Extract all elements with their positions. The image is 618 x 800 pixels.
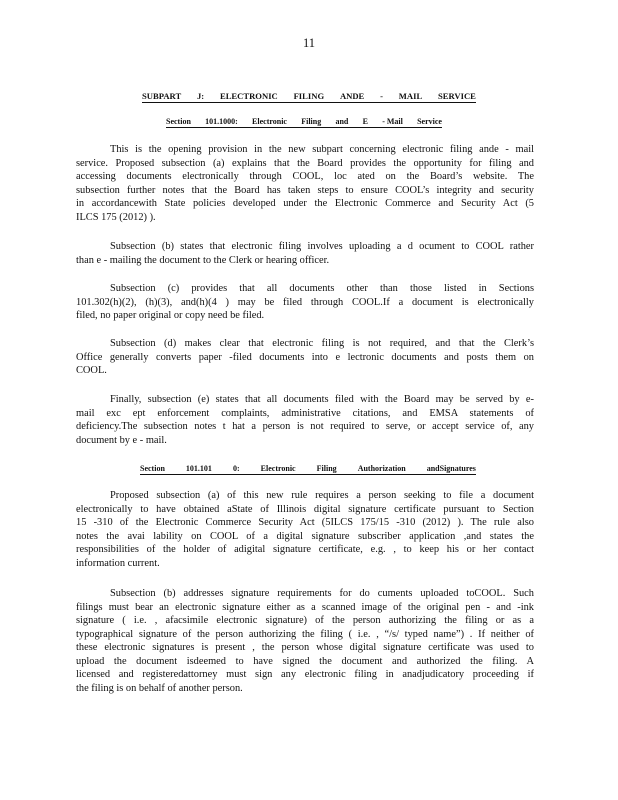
text-line: Subsection (d) makes clear that electronic filing is not required, and that the Clerk’s bbox=[110, 338, 534, 349]
paragraph bbox=[76, 489, 534, 570]
section-heading-word: Authorization bbox=[357, 464, 406, 473]
text-line: electronically to have obtained aState of Illinois digital signature certificate pursuant to Section bbox=[76, 503, 534, 515]
section-heading-word: Service bbox=[417, 117, 442, 126]
text-line: mail exc ept enforcement complaints, administrative citations, and EMSA statements of bbox=[76, 407, 534, 419]
paragraph bbox=[76, 587, 534, 695]
text-line: than e - mailing the document to the Clerk or hearing officer. bbox=[76, 254, 330, 266]
section-heading-word: 101.101 bbox=[185, 464, 212, 473]
page-number: 11 bbox=[302, 36, 316, 50]
text-line: subsection further notes that the Board has taken steps to ensure COOL’s integrity and security bbox=[76, 184, 534, 196]
section-1000-heading bbox=[166, 117, 442, 128]
section-heading-word: - Mail bbox=[382, 117, 403, 126]
section-heading-word: andSignatures bbox=[426, 464, 476, 473]
subpart-heading-word: - bbox=[380, 91, 383, 101]
text-line: accessing documents electronically through COOL, loc ated on the Board’s website. The bbox=[76, 171, 534, 182]
section-heading-word: Section bbox=[166, 117, 191, 126]
text-line: in accordancewith State policies developed under the Electronic Commerce and Security Act (5 bbox=[76, 198, 534, 209]
text-line: licensed and registeredattorney must sign any electronic filing in anadjudicatory proceeding if bbox=[76, 669, 534, 680]
text-line: responsibilities of the holder of adigital signature certificate, e.g. , to keep his or her contact bbox=[76, 544, 534, 555]
text-line: service. Proposed subsection (a) explains that the Board provides the opportunity for filing and bbox=[76, 157, 534, 169]
text-line: filings must bear an electronic signature either as a scanned image of the original pen - and -ink bbox=[76, 601, 534, 613]
text-line: COOL. bbox=[76, 365, 107, 376]
text-line: Office generally converts paper -filed documents into e lectronic documents and posts them on bbox=[76, 351, 534, 363]
paragraph bbox=[76, 240, 534, 267]
text-line: these electronic signatures is present , the person whose digital signature certificate was used to bbox=[76, 642, 534, 653]
subpart-heading-word: SUBPART bbox=[142, 91, 182, 101]
section-heading-word: Electronic bbox=[260, 464, 296, 473]
subpart-heading-word: J: bbox=[196, 91, 205, 101]
section-1010-heading bbox=[140, 464, 476, 475]
section-heading-word: Filing bbox=[301, 117, 322, 126]
paragraph bbox=[76, 282, 534, 323]
paragraph bbox=[76, 393, 534, 447]
text-line: 15 -310 of the Electronic Commerce Security Act (5ILCS 175/15 -310 (2012) ). The rule also bbox=[76, 517, 534, 528]
subpart-heading bbox=[142, 91, 476, 103]
section-heading-word: 101.1000: bbox=[205, 117, 238, 126]
text-line: typographical signature of the person authorizing the filing ( i.e. , “/s/ typed name”) . If neither of bbox=[76, 628, 534, 640]
text-line: Subsection (b) addresses signature requirements for do cuments uploaded toCOOL. Such bbox=[110, 588, 534, 599]
text-line: filed, no paper original or copy need be filed. bbox=[76, 310, 265, 321]
section-heading-word: Electronic bbox=[252, 117, 287, 126]
text-line: Finally, subsection (e) states that all documents filed with the Board may be served by e- bbox=[110, 394, 534, 405]
section-heading-word: and bbox=[335, 117, 349, 126]
section-heading-word: Section bbox=[140, 464, 165, 473]
text-line: Proposed subsection (a) of this new rule requires a person seeking to file a document bbox=[110, 490, 534, 501]
text-line: document by e - mail. bbox=[76, 434, 167, 446]
text-line: deficiency.The subsection notes t hat a person is not required to serve, or accept service of, any bbox=[76, 421, 534, 432]
text-line: This is the opening provision in the new subpart concerning electronic filing ande - mail bbox=[110, 144, 534, 155]
text-line: 101.302(h)(2), (h)(3), and(h)(4 ) may be filed through COOL.If a document is electronically bbox=[76, 296, 534, 308]
paragraph bbox=[76, 337, 534, 378]
text-line: signature ( i.e. , afacsimile electronic signature) of the person authorizing the filing or as a bbox=[76, 615, 534, 626]
subpart-heading-word: ANDE bbox=[339, 91, 365, 101]
paragraph bbox=[76, 143, 534, 224]
subpart-heading-word: ELECTRONIC bbox=[219, 91, 278, 101]
text-line: notes the avai lability on COOL of a digital signature subscriber application ,and states the bbox=[76, 530, 534, 542]
text-line: information current. bbox=[76, 557, 160, 569]
text-line: upload the document isdeemed to have signed the document and authorized the filing. A bbox=[76, 655, 534, 667]
text-line: the filing is on behalf of another person. bbox=[76, 682, 243, 694]
section-heading-word: 0: bbox=[232, 464, 240, 473]
subpart-heading-word: FILING bbox=[293, 91, 325, 101]
text-line: Subsection (c) provides that all documents other than those listed in Sections bbox=[110, 283, 534, 294]
section-heading-word: Filing bbox=[316, 464, 337, 473]
text-line: Subsection (b) states that electronic filing involves uploading a d ocument to COOL rather bbox=[110, 241, 534, 252]
section-heading-word: E bbox=[362, 117, 368, 126]
text-line: ILCS 175 (2012) ). bbox=[76, 211, 156, 223]
subpart-heading-word: SERVICE bbox=[438, 91, 476, 101]
subpart-heading-word: MAIL bbox=[398, 91, 423, 101]
